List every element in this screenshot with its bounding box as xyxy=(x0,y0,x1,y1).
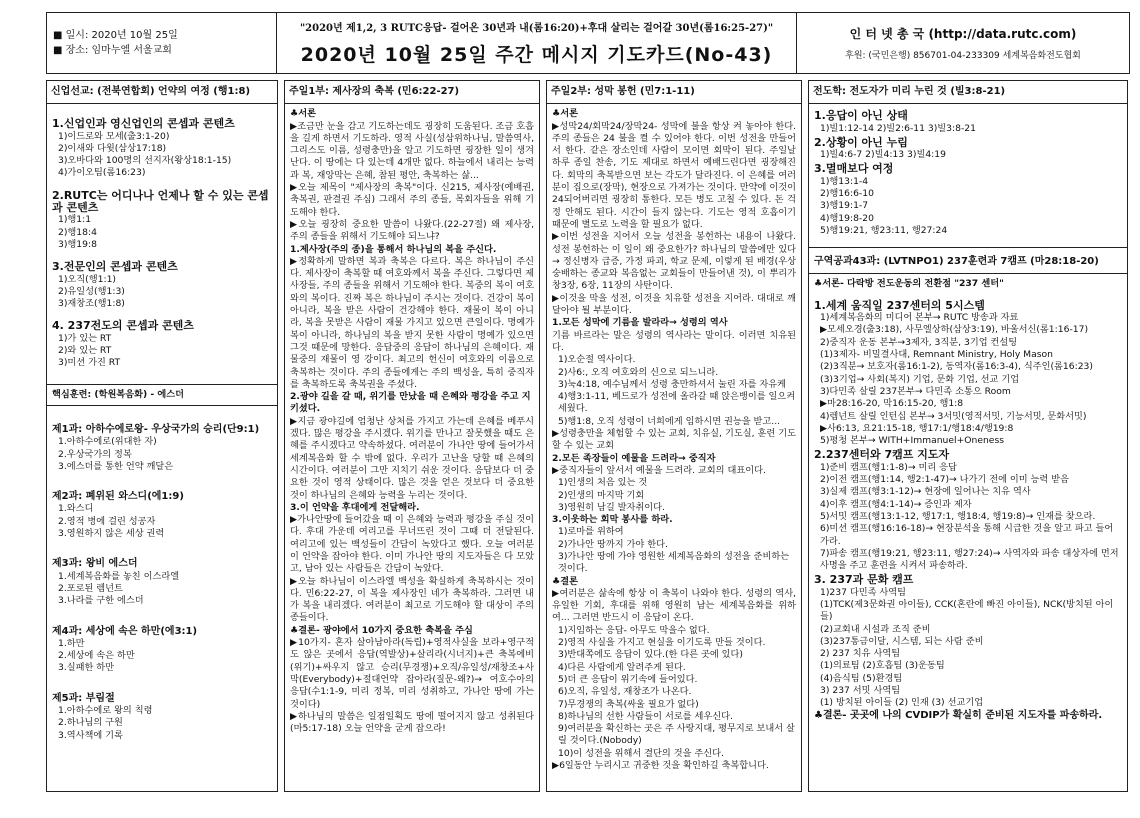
card-columns xyxy=(46,80,1128,792)
lesson-heading: 제1과: 아하수에로왕- 우상국가의 승리(단9:1) xyxy=(52,423,260,435)
list-item: (4)음식팀 (5)환경팀 xyxy=(820,672,903,684)
list-item: 4)다른 사람에게 알려주게 된다. xyxy=(558,661,686,673)
conclusion-heading: ♣결론 xyxy=(552,575,578,587)
column-title: 신업선교: (전북연합회) 언약의 여정 (행1:8) xyxy=(47,81,277,104)
list-item: 3)다민족 살릴 237본부→ 다민족 소통으 Room xyxy=(820,385,1011,397)
section-text-2: ▶성령충만을 체험할 수 있는 교회, 치유실, 기도실, 훈련 기도할 수 있는 교회 xyxy=(552,428,796,452)
section-list xyxy=(552,354,796,428)
divider xyxy=(47,384,277,385)
section-heading: 2.상황이 아닌 누림 xyxy=(814,135,908,149)
conclusion-list xyxy=(552,625,796,760)
divider xyxy=(47,405,277,406)
list-item: 5)행1:8, 오직 성령이 너희에게 임하시면 권능을 받고... xyxy=(558,415,781,427)
list-item: 2.포로된 렘넌트 xyxy=(58,582,123,594)
header-site: 인 터 넷 총 국 (http://data.rutc.com) xyxy=(849,27,1077,41)
list-item: 2)행16:6-10 xyxy=(820,188,874,200)
list-item: 6)오직, 유일성, 재창조가 나온다. xyxy=(558,686,692,698)
section-heading: 1.제사장(주의 종)을 통해서 하나님의 복을 주신다. xyxy=(290,243,497,255)
list-item: 2.영적 병에 걸린 성공자 xyxy=(58,515,156,527)
list-item: (2)3직분→ 보호자(롬16:1-2), 동역자(롬16:3-4), 식주인(롬16:23) xyxy=(820,361,1093,373)
intro-text-3: ▶오늘 굉장히 중요한 말씀이 나왔다.(22-27절) 왜 제사장, 주의 종들을 위해서 기도해야 되느냐? xyxy=(290,218,534,243)
header-subtitle: "2020년 제1,2, 3 RUTC응답- 걸어온 30년과 내(롬16:20)+후대 살리는 걸어갈 30년(롬16:25-27)" xyxy=(299,23,774,34)
list-item: 3) 237 서밋 사역팀 xyxy=(820,685,901,697)
list-item: 3)행19:8 xyxy=(58,238,97,250)
list-item: 1)행1:1 xyxy=(58,214,92,226)
column-body xyxy=(547,104,801,776)
list-item: (1)TCK(제3문화권 아이들), CCK(혼란에 빠진 아이들), NCK(방치된 아이들) xyxy=(820,598,1114,623)
list-item: 5)서밋 캠프(행13:1-12, 행17:1, 행18:4, 행19:8)→ 인재를 찾으라. xyxy=(820,510,1096,522)
section-list xyxy=(814,312,1122,447)
list-item: (3)3기업→ 사회(복지) 기업, 문화 기업, 선교 기업 xyxy=(820,373,1020,385)
list-item: 4)행19:8-20 xyxy=(820,212,874,224)
header-info xyxy=(47,13,277,73)
list-item: 3)오바다와 100명의 선지자(왕상18:1-15) xyxy=(58,155,232,167)
section-text: 1)빌4:6-7 2)빌4:13 3)빌4:19 xyxy=(820,149,946,161)
section-text-2: ▶오늘 하나님이 이스라엘 백성을 확실하게 축복하시는 것이다. 민6:22-27, 이 복을 제사장인 네가 축복하라. 그러면 내가 복을 내리겠다. 여러분이 최고로 기도해야 할 대상이 주의 종들이다. xyxy=(290,575,534,624)
intro-heading: ♣서론 xyxy=(290,108,316,120)
list-item: 3.역사책에 기록 xyxy=(58,729,123,741)
intro-text-2: ▶이번 성전을 지어서 오늘 성전을 봉헌하는 내용이 나왔다. 성전 봉헌하는 이 일이 왜 중요한가? 하나님의 말씀에만 있다→ 정신병자 급증, 가정 파괴, 학교 문제, 이렇게 된 배경(우상숭배하는 종교와 복음없는 교회들이 만들어낸 것), 이 뿌리가 창3장, 6장, 11장의 사탄이다. xyxy=(552,231,796,292)
list-item: 3)미션 가진 RT xyxy=(58,357,121,369)
list-item: 4)렘넌트 살릴 인턴십 본부→ 3서밋(영적서밋, 기능서밋, 문화서밋) xyxy=(820,410,1087,422)
conclusion-text-2: ▶하나님의 말씀은 일점일획도 땅에 떨어지지 않고 성취된다(마5:17-18) 오늘 언약을 굳게 잡으라! xyxy=(290,710,534,735)
list-item: 2) 237 치유 사역팀 xyxy=(820,648,901,660)
list-item: 2)이전 캠프(행1:14, 행2:1-47)→ 나가기 전에 이미 능력 받음 xyxy=(820,474,1069,486)
list-item: 1)오직(행1:1) xyxy=(58,273,117,285)
list-item: 3.실패한 하만 xyxy=(58,662,115,674)
list-item: 9)여러분을 확신하는 곳은 주 사랑지대, 평무지로 보내서 살릴 것이다.(Nobody) xyxy=(558,723,795,747)
list-item: 5)평청 본부→ WITH+Immanuel+Oneness xyxy=(820,435,1005,447)
lesson-title: 구역공과43과: (LVTNPO1) 237훈련과 7캠프 (마28:18-20) xyxy=(814,256,1099,268)
lesson-intro: ♣서론- 다락방 전도운동의 전환점 "237 센터" xyxy=(814,277,1004,289)
list-item: 1)지임하는 응답- 아무도 막을수 없다. xyxy=(558,624,710,636)
column-body xyxy=(285,104,539,739)
conclusion-text: ♣결론- 곳곳에 나의 CVDIP가 확실히 준비된 지도자를 파송하라. xyxy=(814,709,1103,721)
intro-text-3: ▶이것을 막을 성전, 이것을 치유할 성전을 지어라. 대대로 깨달아야 될 부분이다. xyxy=(552,292,796,317)
list-item: 3.에스더를 통한 언약 깨달은 xyxy=(58,460,174,472)
column-sermon-2 xyxy=(546,80,802,792)
section-list xyxy=(552,477,796,514)
conclusion-text-2: ▶6일동안 누리시고 귀중한 것을 확인하길 축복합니다. xyxy=(552,760,769,772)
divider xyxy=(809,247,1127,248)
intro-heading: ♣서론 xyxy=(552,108,578,120)
list-item: 4)행3:1-11, 베드로가 성전에 올라갈 때 앉은뱅이를 일으켜세웠다. xyxy=(558,391,796,415)
list-item: (1)의료팀 (2)호흡팀 (3)운동팀 xyxy=(820,660,945,672)
column-body xyxy=(47,104,277,746)
list-item: 3)실제 캠프(행3:1-12)→ 현장에 일어나는 치유 역사 xyxy=(820,486,1031,498)
list-item: 1)오순절 역사이다. xyxy=(558,354,636,366)
list-item: ▶마28:16-20, 막16:15-20, 행1:8 xyxy=(820,398,964,410)
list-item: 7)무경쟁의 축복(싸울 필요가 없다) xyxy=(558,698,699,710)
list-item: 1.아하수에로(위대한 자) xyxy=(58,436,157,448)
intro-text-2: ▶오늘 제목이 "제사장의 축복"이다. 신215, 제사장(예배권, 축복권, 판결권 주심) 그래서 주의 종들, 목회자들을 위해 기도해야 한다. xyxy=(290,182,534,218)
list-item: 4)가이오팀(롬16:23) xyxy=(58,167,146,179)
list-item: 2)행18:4 xyxy=(58,226,97,238)
section-heading: 1.응답이 아닌 상태 xyxy=(814,109,908,123)
list-item: 6)미션 캠프(행16:16-18)→ 현장분석을 통해 시급한 것을 알고 파고 들어가라. xyxy=(820,523,1114,547)
list-item: 1)준비 캠프(행1:1-8)→ 미리 응답 xyxy=(820,461,957,473)
divider xyxy=(809,273,1127,274)
list-item: 1.아하수에로 왕의 칙령 xyxy=(58,704,153,716)
list-item: 2.우상국가의 정복 xyxy=(58,448,132,460)
intro-text: ▶성막24/회막24/장막24- 성막에 불을 항상 켜 놓아야 한다. 주의 종들은 24 불을 켤 수 있어야 한다. 이번 성전을 만들어서 한다. 같은 장소인데 사람이 모이면 회막이 된다. 주일날 하루 종일 찬송, 기도 제대로 하면서 예배드린다면 굉장해진다. 회막의 축복받으면 보는 각도가 달라진다. 이 은혜를 여러분이 집으로(장막), 현장으로 가져가는 것이다. 만약에 이것이 24되어버리면 굉장히 통한다. 모든 병도 고칠 수 있다. 돈 걱정 안해도 된다. 시간이 들지 않는다. 기도는 영적 호흡이기 때문에 별도로 노력을 할 필요가 없다. xyxy=(552,120,796,230)
section-heading: 2.RUTC는 어디나나 언제나 할 수 있는 콘셉과 콘텐츠 xyxy=(52,188,269,215)
list-item: 1)로마를 위하여 xyxy=(558,526,624,538)
list-item: 3)반대쪽에도 응답이 있다.(한 다른 곳에 있다) xyxy=(558,649,743,661)
lesson-heading: 제5과: 부림절 xyxy=(52,692,115,704)
list-item: (2)교회내 시설과 조직 준비 xyxy=(820,623,931,635)
list-item: 2)이새와 다윗(삼상17:18) xyxy=(58,142,167,154)
list-item: 1.하만 xyxy=(58,637,85,649)
section-heading: 3. 237과 문화 캠프 xyxy=(814,573,914,587)
header-title-block xyxy=(277,13,797,73)
prayer-card-page xyxy=(12,12,1128,792)
section-text: ▶정확하게 말하면 복과 축복은 다르다. 복은 하나님이 주신다. 제사장이 축복할 때 여호와께서 복을 주신다. 그렇다면 제사장들, 주의 종들을 위해서 기도해야 한다. 복중의 복이 여호와의 복이다. 진짜 복은 하나님이 주시는 것이다. 건강이 복이 아니라, 복을 받은 사람이 건강해야 한다. 재물이 복이 아니라, 복을 못받은 사람이 재물 가지고 있으면 큰일이다. 명예가 복이 아니라, 하나님의 복을 받지 못한 사람이 명예가 있으면 그것 때문에 망한다. 응답중의 응답이 하나님의 은혜이다. 재물중의 재물이 영 강이다. 최고의 헌신이 여호와의 이름으로 축복하는 것이다. 주의 종들에게는 주의 백성을, 특히 중직자를 축복하도록 축복권을 주셨다. xyxy=(290,255,534,390)
list-item: 1)인생의 처음 있는 것 xyxy=(558,477,648,489)
list-item: ▶사6:13, 요21:15-18, 행17:1/행18:4/행19:8 xyxy=(820,422,1014,434)
lesson-heading: 제4과: 세상에 속은 하만(에3:1) xyxy=(52,625,198,637)
section-text: ▶중직자들이 앞서서 예물을 드려라. 교회의 대표이다. xyxy=(552,464,766,476)
list-item: ▶모세오경(출3:18), 사무엘상하(삼상3:19), 바울서신(롬1:16-17) xyxy=(820,324,1089,336)
header-support xyxy=(797,13,1129,73)
header-title: 2020년 10월 25일 주간 메시지 기도카드(No-43) xyxy=(300,44,773,66)
list-item: 8)하나님의 선한 사람들이 서로를 세우신다. xyxy=(558,710,733,722)
lesson-heading: 제2과: 폐위된 와스디(에1:9) xyxy=(52,491,184,503)
section-heading: 2.광야 길을 갈 때, 위기를 만났을 때 은혜와 평강을 주고 지키셨다. xyxy=(290,391,531,415)
list-item: 2)와 있는 RT xyxy=(58,345,112,357)
section-heading: 3.이웃하는 회막 봉사를 하라. xyxy=(552,514,673,526)
list-item: 1)이드로와 모세(출3:1-20) xyxy=(58,130,170,142)
section-list xyxy=(814,176,1122,237)
list-item: 5)행19:21, 행23:11, 행27:24 xyxy=(820,224,948,236)
section-list xyxy=(552,526,796,575)
section-heading: 4. 237전도의 콘셉과 콘텐츠 xyxy=(52,319,194,333)
section-heading: 1.신업인과 영신업인의 콘셉과 콘텐츠 xyxy=(52,117,235,131)
list-item: 10)이 성전을 위해서 결단의 것을 주신다. xyxy=(558,747,724,759)
list-item: 3)영원히 남길 발자취이다. xyxy=(558,501,665,513)
column-evangelism xyxy=(808,80,1128,792)
section-heading: 3.이 언약을 후대에게 전달해라. xyxy=(290,501,420,513)
section-heading: 3.멸매보다 여정 xyxy=(814,162,894,176)
column-body xyxy=(809,104,1127,726)
list-item: 1.와스디 xyxy=(58,503,94,515)
section-heading: 2.모든 족장들이 예물을 드려라→ 중직자 xyxy=(552,452,716,464)
list-item: 4)이후 캠프(행4:1-14)→ 증인과 제자 xyxy=(820,498,972,510)
list-item: 1)행13:1-4 xyxy=(820,175,869,187)
list-item: 2)사6:, 오직 여호와의 신으로 되느니라. xyxy=(558,366,719,378)
list-item: 2)가나안 땅까지 가야 한다. xyxy=(558,538,668,550)
list-item: 2)중직자 운동 본부→3제자, 3직분, 3기업 컨설팅 xyxy=(820,336,1018,348)
list-item: 3)재창조(행1:8) xyxy=(58,298,125,310)
list-item: 3.영원하지 않은 세상 권력 xyxy=(58,528,165,540)
column-title: 전도학: 전도자가 미리 누린 것 (빌3:8-21) xyxy=(809,81,1127,104)
core-training-title: 핵심훈련: (학원복음화) - 에스더 xyxy=(52,388,184,400)
section-text: 기름 바르라는 말은 성령의 역사라는 말이다. 이러면 치유된다. xyxy=(552,329,796,353)
list-item: (1)3제자- 비밀결사대, Remnant Ministry, Holy Mason xyxy=(820,349,1053,361)
section-list xyxy=(814,587,1122,710)
header-account: 후원: (국민은행) 856701-04-233309 세계복음화전도협회 xyxy=(845,51,1081,61)
section-heading: 1.세계 움직일 237센터의 5시스템 xyxy=(814,298,985,312)
section-heading: 1.모든 성막에 기름을 발라라→ 성령의 역사 xyxy=(552,317,728,329)
intro-text: ▶조금만 눈을 감고 기도하는데도 굉장히 도움된다. 조금 호흡을 길게 하면서 기도하라. 영적 사실(성삼위하나님, 말씀역사, 그리스도 이름, 성령충만)을 알고 기도하면 굉장한 일이 생겨난다. 이 땅에는 다 있는데 4개만 없다. 하늘에서 내리는 능력과 복, 재앙막는 은혜, 참된 평안, 축복하는 삶... xyxy=(290,120,534,181)
conclusion-heading: ♣결론- 광야에서 10가지 중요한 축복을 주심 xyxy=(290,624,473,636)
list-item: 2)영적 사실을 가지고 현실을 이기도록 만들 것이다. xyxy=(558,637,766,649)
list-item: 2)유일성(행1:3) xyxy=(58,285,125,297)
list-item: 5)더 큰 응답이 위기속에 들어있다. xyxy=(558,673,698,685)
section-text: ▶지금 광야길에 엄청난 상처를 가지고 가는데 은혜를 베푸시겠다. 많은 평강을 주시겠다. 위기를 만나고 잘못했을 때도 은혜를 주시겠다고 약속하셨다. 여러분이 가나안 땅에 들어가서 세계복음화 할 수 밖에 없다. 우리가 고난을 당할 때 은혜의 시간이다. 여러분이 그만 지치기 쉬운 것이다. 응답보다 더 중요한 것이 영적 상태이다. 많은 것을 얻은 것보다 더 중요한 것이 하나님의 은혜와 능력을 누리는 것이다. xyxy=(290,415,534,501)
conclusion-text: ▶여러분은 삶속에 항상 이 축복이 나와야 한다. 성령의 역사, 유일한 기회, 후대를 위해 영원히 남는 세계복음화를 위하여... 그러면 반드시 이 응답이 온다. xyxy=(552,587,796,624)
list-item: (1) 방치된 아이들 (2) 인재 (3) 선교기업 xyxy=(820,697,984,709)
column-title: 주일2부: 성막 봉헌 (민7:1-11) xyxy=(547,81,801,104)
list-item: 3.나라를 구한 에스더 xyxy=(58,595,144,607)
column-title: 주일1부: 제사장의 축복 (민6:22-27) xyxy=(285,81,539,104)
list-item: 3)행19:1-7 xyxy=(820,200,869,212)
section-text: ▶가나안땅에 들어갔을 때 이 은혜와 능력과 평강을 주실 것이다. 후대 가운데 여리고를 무너뜨린 것이 그때 더 전달된다. 여리고에 있는 백성들이 간담이 녹았다고 했다. 오늘 여러분이 언약을 잡아야 한다. 이미 가나안 땅의 지도자들은 다 모았고, 남아 있는 사람들은 간담이 녹았다. xyxy=(290,514,534,575)
section-heading: 3.전문인의 콘셉과 콘텐츠 xyxy=(52,260,178,274)
list-item: 2.하나님의 구원 xyxy=(58,717,123,729)
list-item: 7)파송 캠프(행19:21, 행23:11, 행27:24)→ 사역자와 파송 대상자에 먼저 사명을 주고 훈련을 시켜서 파송하라. xyxy=(820,547,1119,572)
header-date: ■ 일시: 2020년 10월 25일 xyxy=(53,30,178,41)
list-item: 3)가나안 땅에 가야 영원한 세계복음화의 성전을 준비하는 것이다. xyxy=(558,550,790,575)
section-list xyxy=(814,462,1122,573)
card-header xyxy=(46,12,1130,74)
conclusion-text: ▶10가지- 혼자 살아남아라(독립)+영적사실을 보라+영구적도 않은 곳에서 응답(역발상)+살리라(시너지)+큰 축복에비(위기)+싸우지 않고 승리(무경쟁)+오직/유일성/재창조+사막(Everybody)+절대언약 잡아라(질문-왜?)→ 여호수아의 응답(수1:1-9, 미리 정복, 미리 성취하고, 가나안 땅에 가는 것이다) xyxy=(290,637,534,710)
list-item: 1)세계복음화의 미디어 본부→ RUTC 방송과 자료 xyxy=(820,312,1019,324)
section-heading: 2.237센터와 7캠프 지도자 xyxy=(814,448,950,462)
list-item: (3)237통금이달, 시스템, 되는 사람 준비 xyxy=(820,635,984,647)
list-item: 1)237 다민족 사역팀 xyxy=(820,586,907,598)
column-mission xyxy=(46,80,278,792)
header-place: ■ 장소: 임마누엘 서울교회 xyxy=(53,45,172,56)
lesson-heading: 제3과: 왕비 에스더 xyxy=(52,558,138,570)
section-text: 1)빌1:12-14 2)빌2:6-11 3)빌3:8-21 xyxy=(820,122,976,134)
column-sermon-1 xyxy=(284,80,540,792)
list-item: 2)인생의 마지막 기회 xyxy=(558,489,645,501)
list-item: 1.세계복음화를 놓친 이스라엘 xyxy=(58,570,180,582)
list-item: 3)눅4:18, 예수님께서 성령 충만하셔서 눌린 자를 자유케 xyxy=(558,378,787,390)
list-item: 2.세상에 속은 하만 xyxy=(58,650,135,662)
list-item: 1)가 있는 RT xyxy=(58,332,112,344)
